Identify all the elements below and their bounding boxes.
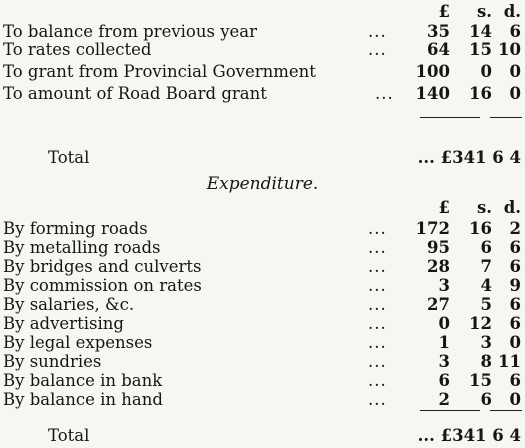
income-total-row [0, 148, 525, 168]
expenditure-row [0, 295, 525, 315]
expenditure-row [0, 333, 525, 353]
row-label: By salaries, &c. [3, 295, 135, 314]
row-label: By bridges and culverts [3, 257, 202, 276]
shillings-value: 6 [480, 238, 492, 257]
shillings-value: 16 [469, 219, 492, 238]
expenditure-total-row [0, 426, 525, 446]
pounds-value: 1 [438, 333, 450, 352]
shillings-value: 3 [480, 333, 492, 352]
shillings-value: 14 [469, 22, 492, 41]
shillings-value: 7 [480, 257, 492, 276]
row-label: By balance in hand [3, 390, 163, 409]
total-amount: ... £341 6 4 [417, 148, 521, 167]
pence-value: 0 [509, 333, 521, 352]
total-label: Total [48, 426, 90, 445]
leader-dots: ... [368, 295, 387, 314]
income-row [0, 22, 525, 42]
row-label: By commission on rates [3, 276, 202, 295]
shillings-value: 12 [469, 314, 492, 333]
row-label: By sundries [3, 352, 102, 371]
pounds-value: 6 [438, 371, 450, 390]
row-label: To grant from Provincial Government [3, 62, 316, 81]
pounds-value: 3 [438, 352, 450, 371]
row-label: To balance from previous year [3, 22, 258, 41]
leader-dots: ... [368, 352, 387, 371]
expenditure-row [0, 276, 525, 296]
shillings-value: 6 [480, 390, 492, 409]
leader-dots: ... [368, 371, 387, 390]
row-label: By forming roads [3, 219, 148, 238]
pounds-value: 64 [427, 40, 450, 59]
pounds-value: 140 [415, 84, 450, 103]
sum-rule [420, 410, 480, 411]
expenditure-row [0, 390, 525, 410]
income-row [0, 40, 525, 60]
leader-dots: ... [375, 84, 394, 103]
expenditure-heading: Expenditure. [206, 174, 319, 194]
total-amount: ... £341 6 4 [417, 426, 521, 445]
pounds-value: 95 [427, 238, 450, 257]
row-label: By balance in bank [3, 371, 163, 390]
leader-dots: ... [368, 22, 387, 41]
expenditure-row [0, 371, 525, 391]
pence-value: 0 [509, 62, 521, 81]
row-label: By advertising [3, 314, 124, 333]
pounds-value: 172 [415, 219, 450, 238]
leader-dots: ... [368, 276, 387, 295]
pence-header: d. [503, 2, 521, 21]
sum-rule [420, 117, 480, 118]
shillings-value: 4 [480, 276, 492, 295]
sum-rule [490, 117, 522, 118]
leader-dots: ... [368, 219, 387, 238]
row-label: To rates collected [3, 40, 152, 59]
pence-value: 6 [509, 314, 521, 333]
pence-value: 6 [509, 295, 521, 314]
row-label: By legal expenses [3, 333, 153, 352]
leader-dots: ... [368, 257, 387, 276]
pence-value: 6 [509, 22, 521, 41]
leader-dots: ... [368, 238, 387, 257]
pounds-value: 28 [427, 257, 450, 276]
expenditure-row [0, 314, 525, 334]
total-label: Total [48, 148, 90, 167]
sum-rule [490, 410, 522, 411]
pounds-value: 0 [438, 314, 450, 333]
income-row [0, 84, 525, 104]
shillings-header: s. [476, 198, 492, 217]
pounds-value: 35 [427, 22, 450, 41]
pence-header: d. [503, 198, 521, 217]
pounds-value: 2 [438, 390, 450, 409]
shillings-header: s. [476, 2, 492, 21]
pence-value: 2 [509, 219, 521, 238]
leader-dots: ... [368, 40, 387, 59]
shillings-value: 16 [469, 84, 492, 103]
expenditure-column-header [0, 198, 525, 218]
shillings-value: 8 [480, 352, 492, 371]
pence-value: 0 [509, 84, 521, 103]
row-label: By metalling roads [3, 238, 161, 257]
leader-dots: ... [368, 390, 387, 409]
pounds-header: £ [438, 198, 450, 217]
pence-value: 6 [509, 257, 521, 276]
pounds-value: 27 [427, 295, 450, 314]
shillings-value: 5 [480, 295, 492, 314]
expenditure-row [0, 352, 525, 372]
shillings-value: 15 [469, 40, 492, 59]
leader-dots: ... [368, 314, 387, 333]
pounds-value: 3 [438, 276, 450, 295]
income-column-header [0, 2, 525, 22]
expenditure-row [0, 257, 525, 277]
expenditure-row [0, 238, 525, 258]
expenditure-row [0, 219, 525, 239]
pence-value: 11 [498, 352, 521, 371]
pounds-header: £ [438, 2, 450, 21]
pence-value: 9 [509, 276, 521, 295]
income-row [0, 62, 525, 82]
shillings-value: 0 [480, 62, 492, 81]
row-label: To amount of Road Board grant [3, 84, 267, 103]
pence-value: 6 [509, 371, 521, 390]
pence-value: 6 [509, 238, 521, 257]
shillings-value: 15 [469, 371, 492, 390]
pence-value: 10 [498, 40, 521, 59]
pounds-value: 100 [415, 62, 450, 81]
pence-value: 0 [509, 390, 521, 409]
leader-dots: ... [368, 333, 387, 352]
